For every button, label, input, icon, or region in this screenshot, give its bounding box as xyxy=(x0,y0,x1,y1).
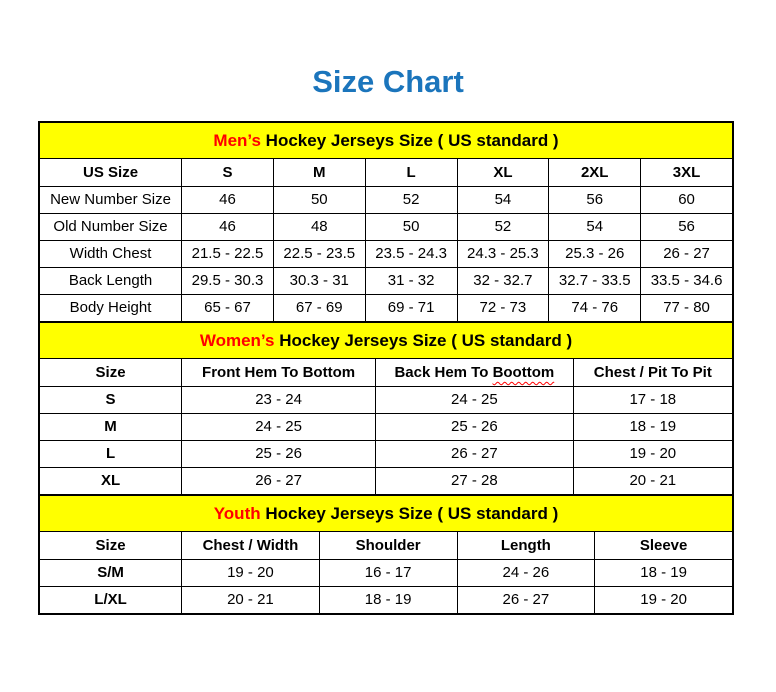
table-row xyxy=(40,387,733,414)
row-label: M xyxy=(40,414,182,441)
size-cell: 72 - 73 xyxy=(457,295,549,322)
size-cell: 24 - 26 xyxy=(457,560,595,587)
section-heading-accent: Women’s xyxy=(199,330,275,350)
size-cell: 19 - 20 xyxy=(595,587,733,614)
column-header: Chest / Width xyxy=(182,532,320,560)
size-cell: 23.5 - 24.3 xyxy=(365,241,457,268)
section-heading-rest: Hockey Jerseys Size ( US standard ) xyxy=(274,330,573,350)
size-cell: 32.7 - 33.5 xyxy=(549,268,641,295)
size-cell: 56 xyxy=(641,214,733,241)
size-cell: 18 - 19 xyxy=(595,560,733,587)
size-cell: 54 xyxy=(457,187,549,214)
size-cell: 46 xyxy=(182,187,274,214)
column-header: Back Hem To Boottom xyxy=(376,359,574,387)
table-row xyxy=(40,187,733,214)
size-cell: 24.3 - 25.3 xyxy=(457,241,549,268)
row-label: S/M xyxy=(40,560,182,587)
size-cell: 74 - 76 xyxy=(549,295,641,322)
table-row xyxy=(40,441,733,468)
section-heading-youth xyxy=(40,496,733,532)
section-heading-accent: Youth xyxy=(213,503,261,523)
column-header: Size xyxy=(40,359,182,387)
size-cell: 33.5 - 34.6 xyxy=(641,268,733,295)
row-label: Width Chest xyxy=(40,241,182,268)
row-label: Old Number Size xyxy=(40,214,182,241)
size-table-men xyxy=(39,122,733,322)
row-label: L xyxy=(40,441,182,468)
size-cell: 23 - 24 xyxy=(182,387,376,414)
column-header: Size xyxy=(40,532,182,560)
table-row xyxy=(40,268,733,295)
table-row xyxy=(40,214,733,241)
size-cell: 18 - 19 xyxy=(573,414,732,441)
size-cell: 60 xyxy=(641,187,733,214)
size-cell: 32 - 32.7 xyxy=(457,268,549,295)
size-cell: 67 - 69 xyxy=(273,295,365,322)
column-header: Chest / Pit To Pit xyxy=(573,359,732,387)
section-women xyxy=(39,322,733,495)
row-label: Back Length xyxy=(40,268,182,295)
section-band-row xyxy=(40,496,733,532)
section-heading-rest: Hockey Jerseys Size ( US standard ) xyxy=(260,130,559,150)
header-row xyxy=(40,359,733,387)
size-cell: 26 - 27 xyxy=(182,468,376,495)
size-cell: 77 - 80 xyxy=(641,295,733,322)
row-label: S xyxy=(40,387,182,414)
row-label: L/XL xyxy=(40,587,182,614)
header-row xyxy=(40,532,733,560)
size-cell: 65 - 67 xyxy=(182,295,274,322)
section-band-row xyxy=(40,123,733,159)
size-cell: 50 xyxy=(365,214,457,241)
size-cell: 26 - 27 xyxy=(457,587,595,614)
size-cell: 29.5 - 30.3 xyxy=(182,268,274,295)
section-heading-women xyxy=(40,323,733,359)
column-header: L xyxy=(365,159,457,187)
section-heading-men xyxy=(40,123,733,159)
size-cell: 17 - 18 xyxy=(573,387,732,414)
size-cell: 46 xyxy=(182,214,274,241)
column-header: US Size xyxy=(40,159,182,187)
row-label: New Number Size xyxy=(40,187,182,214)
column-header: S xyxy=(182,159,274,187)
size-table-women xyxy=(39,322,733,495)
size-cell: 56 xyxy=(549,187,641,214)
section-men xyxy=(39,122,733,322)
size-cell: 69 - 71 xyxy=(365,295,457,322)
row-label: XL xyxy=(40,468,182,495)
size-table-youth xyxy=(39,495,733,614)
size-cell: 54 xyxy=(549,214,641,241)
size-cell: 16 - 17 xyxy=(319,560,457,587)
column-header: M xyxy=(273,159,365,187)
size-cell: 20 - 21 xyxy=(182,587,320,614)
size-cell: 18 - 19 xyxy=(319,587,457,614)
size-cell: 25 - 26 xyxy=(182,441,376,468)
row-label: Body Height xyxy=(40,295,182,322)
section-band-row xyxy=(40,323,733,359)
column-header: 2XL xyxy=(549,159,641,187)
page-title: Size Chart xyxy=(312,64,464,99)
size-cell: 19 - 20 xyxy=(182,560,320,587)
size-cell: 52 xyxy=(365,187,457,214)
column-header: Length xyxy=(457,532,595,560)
size-cell: 31 - 32 xyxy=(365,268,457,295)
size-cell: 25 - 26 xyxy=(376,414,574,441)
misspelled-word: Boottom xyxy=(492,363,555,381)
table-row xyxy=(40,241,733,268)
section-youth xyxy=(39,495,733,614)
column-header: 3XL xyxy=(641,159,733,187)
section-heading-accent: Men’s xyxy=(213,130,261,150)
header-row xyxy=(40,159,733,187)
size-cell: 21.5 - 22.5 xyxy=(182,241,274,268)
size-cell: 27 - 28 xyxy=(376,468,574,495)
size-cell: 24 - 25 xyxy=(182,414,376,441)
size-cell: 52 xyxy=(457,214,549,241)
size-cell: 25.3 - 26 xyxy=(549,241,641,268)
table-row xyxy=(40,468,733,495)
table-row xyxy=(40,295,733,322)
table-row xyxy=(40,414,733,441)
table-row xyxy=(40,560,733,587)
column-header: Sleeve xyxy=(595,532,733,560)
size-cell: 48 xyxy=(273,214,365,241)
section-heading-rest: Hockey Jerseys Size ( US standard ) xyxy=(260,503,559,523)
column-header: XL xyxy=(457,159,549,187)
column-header: Front Hem To Bottom xyxy=(182,359,376,387)
size-cell: 24 - 25 xyxy=(376,387,574,414)
table-row xyxy=(40,587,733,614)
size-cell: 26 - 27 xyxy=(376,441,574,468)
size-cell: 50 xyxy=(273,187,365,214)
size-cell: 22.5 - 23.5 xyxy=(273,241,365,268)
size-cell: 19 - 20 xyxy=(573,441,732,468)
size-cell: 26 - 27 xyxy=(641,241,733,268)
size-chart-tables xyxy=(38,121,734,615)
column-header: Shoulder xyxy=(319,532,457,560)
size-cell: 20 - 21 xyxy=(573,468,732,495)
size-cell: 30.3 - 31 xyxy=(273,268,365,295)
